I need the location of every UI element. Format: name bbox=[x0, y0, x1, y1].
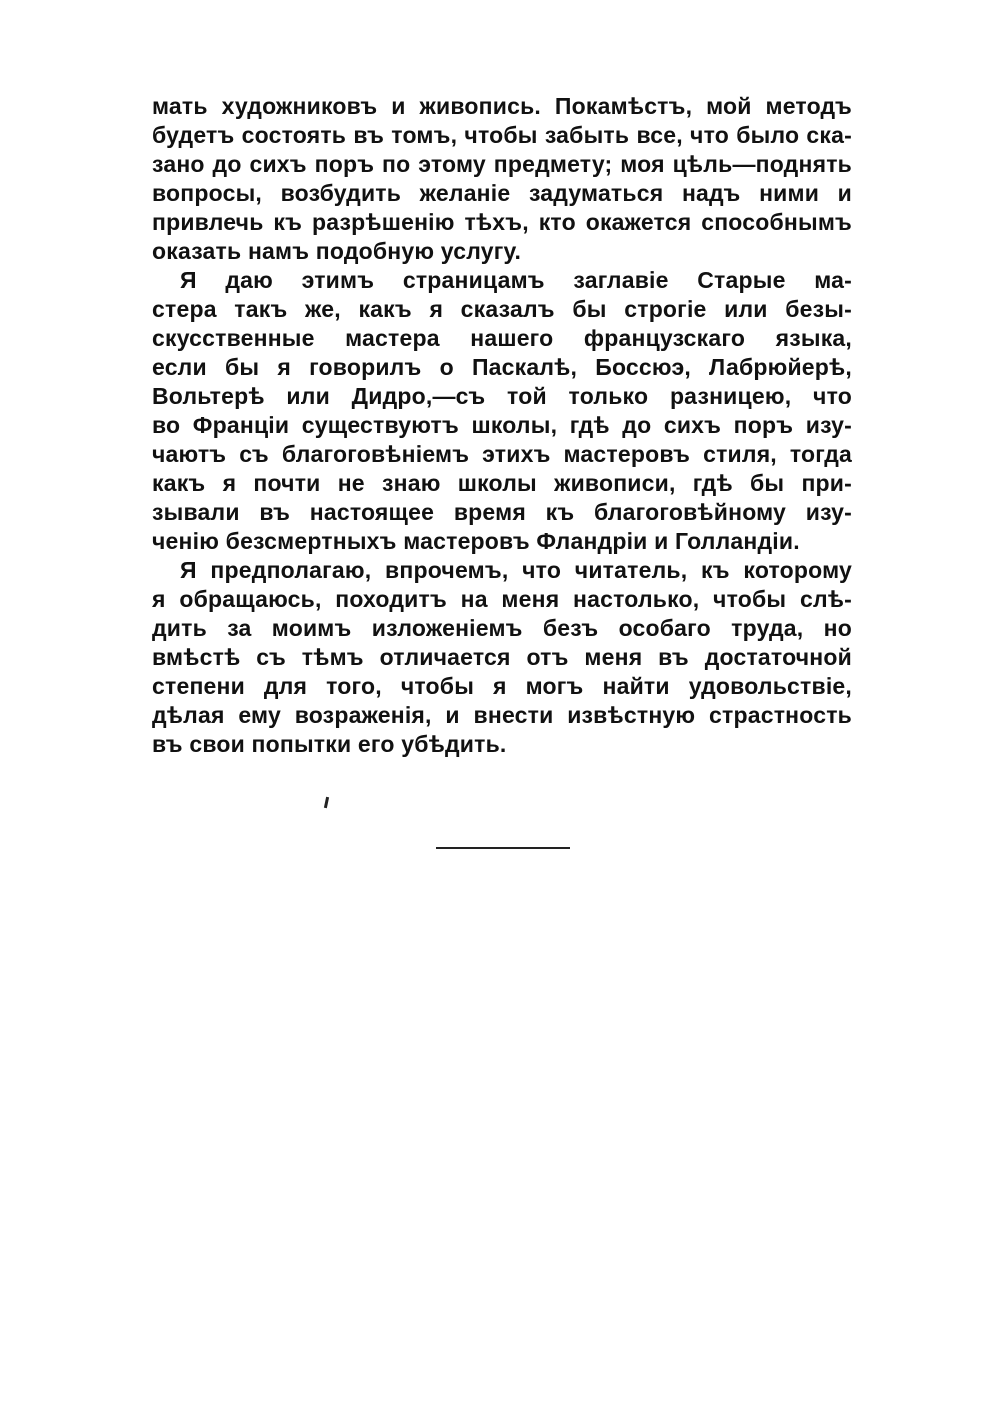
text-line: мать художниковъ и живопись. Покамѣстъ, мой методъ bbox=[152, 93, 852, 119]
text-line: оказать намъ подобную услугу. bbox=[152, 238, 522, 264]
text-line: вопросы, возбудить желаніе задуматься надъ ними и bbox=[152, 180, 852, 206]
text-line: степени для того, чтобы я могъ найти удовольствіе, bbox=[152, 673, 852, 699]
paragraph bbox=[152, 556, 852, 759]
text-line: Я даю этимъ страницамъ заглавіе Старые ма- bbox=[180, 267, 852, 293]
text-line: въ свои попытки его убѣдить. bbox=[152, 731, 507, 757]
text-line: какъ я почти не знаю школы живописи, гдѣ бы при- bbox=[152, 470, 852, 496]
text-line: вмѣстѣ съ тѣмъ отличается отъ меня въ достаточной bbox=[152, 644, 852, 670]
text-line: чаютъ съ благоговѣніемъ этихъ мастеровъ стиля, тогда bbox=[152, 441, 852, 467]
text-line: дѣлая ему возраженія, и внести извѣстную страстность bbox=[152, 702, 852, 728]
text-line: зано до сихъ поръ по этому предмету; моя цѣль—поднять bbox=[152, 151, 852, 177]
body-text bbox=[152, 92, 852, 759]
text-line: Вольтерѣ или Дидро,—съ той только разницею, что bbox=[152, 383, 852, 409]
text-line: привлечь къ разрѣшенію тѣхъ, кто окажется способнымъ bbox=[152, 209, 852, 235]
ink-speck bbox=[324, 797, 329, 808]
text-line: Я предполагаю, впрочемъ, что читатель, къ которому bbox=[180, 557, 852, 583]
text-line: если бы я говорилъ о Паскалѣ, Боссюэ, Лабрюйерѣ, bbox=[152, 354, 852, 380]
section-end-rule bbox=[436, 847, 570, 849]
paragraph bbox=[152, 266, 852, 556]
text-line: будетъ состоять въ томъ, чтобы забыть все, что было ска- bbox=[152, 122, 852, 148]
text-line: во Франціи существуютъ школы, гдѣ до сихъ поръ изу- bbox=[152, 412, 852, 438]
text-line: зывали въ настоящее время къ благоговѣйному изу- bbox=[152, 499, 852, 525]
text-line: дить за моимъ изложеніемъ безъ особаго труда, но bbox=[152, 615, 852, 641]
text-line: скусственные мастера нашего французскаго языка, bbox=[152, 325, 852, 351]
paragraph bbox=[152, 92, 852, 266]
text-line: ченію безсмертныхъ мастеровъ Фландріи и Голландіи. bbox=[152, 528, 800, 554]
text-line: я обращаюсь, походитъ на меня настолько, чтобы слѣ- bbox=[152, 586, 852, 612]
text-line: стера такъ же, какъ я сказалъ бы строгіе или безы- bbox=[152, 296, 852, 322]
